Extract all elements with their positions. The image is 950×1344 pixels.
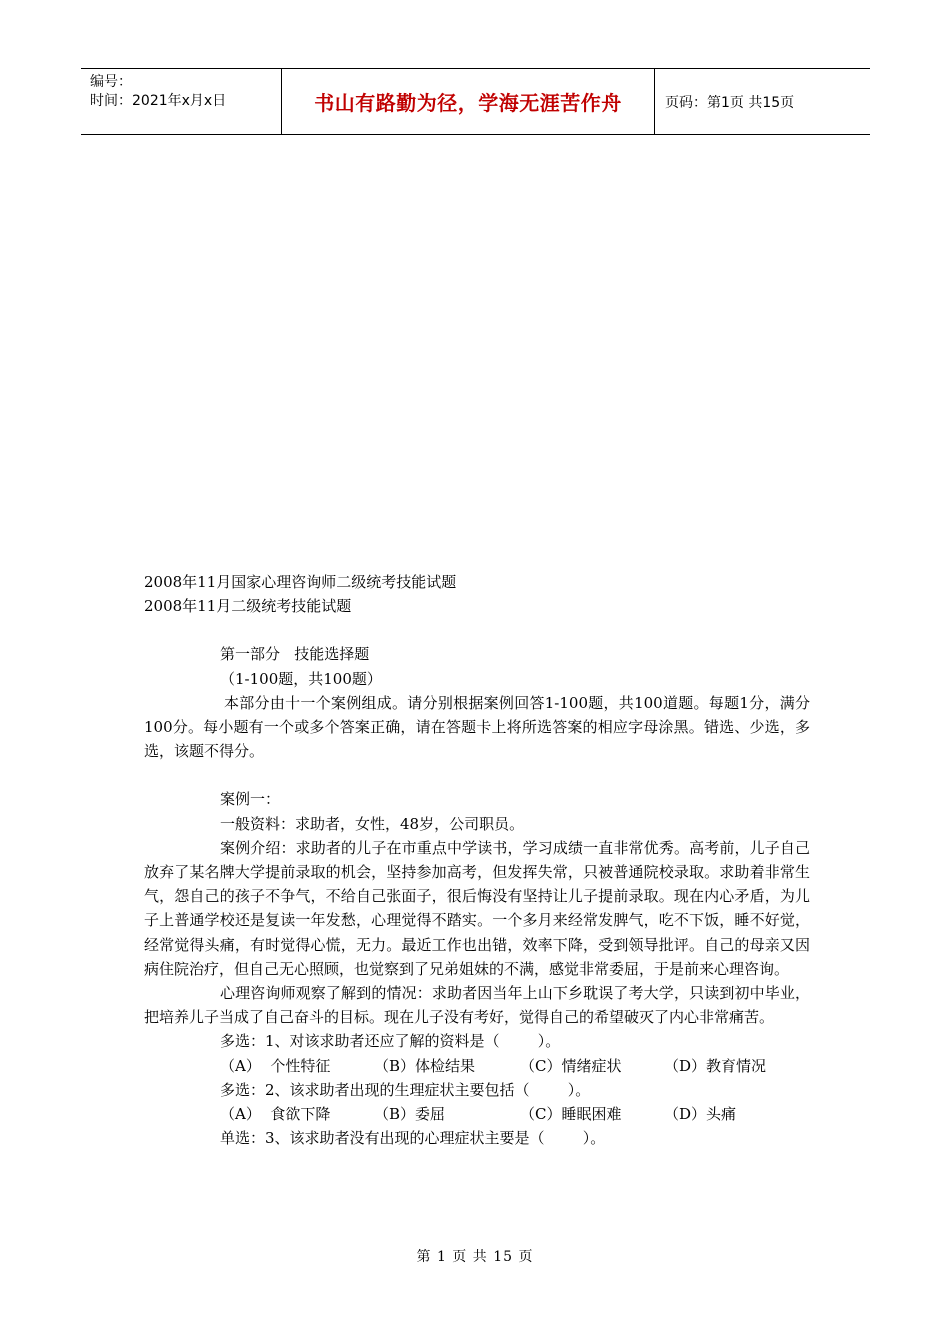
page-code: 页码：第1页 共15页 (665, 94, 795, 111)
document-body (144, 570, 810, 1150)
option-a: （A） 食欲下降 (220, 1105, 331, 1124)
document-header (81, 68, 870, 135)
case-observation: 心理咨询师观察了解到的情况：求助者因当年上山下乡耽误了考大学，只读到初中毕业，把培养儿子当成了自己奋斗的目标。现在儿子没有考好，觉得自己的希望破灭了内心非常痛苦。 (144, 984, 810, 1027)
section-range: （1-100题，共100题） (220, 669, 382, 688)
option-d: （D）教育情况 (664, 1056, 767, 1075)
section-heading: 第一部分 技能选择题 (220, 645, 370, 664)
option-a: （A） 个性特征 (220, 1056, 331, 1075)
case-title: 案例一： (220, 790, 281, 809)
question-options (144, 1054, 810, 1078)
doc-title-1: 2008年11月国家心理咨询师二级统考技能试题 (144, 573, 457, 591)
motto-text: 书山有路勤为径，学海无涯苦作舟 (314, 91, 622, 115)
header-meta-cell (81, 69, 282, 134)
case-introduction: 案例介绍：求助者的儿子在市重点中学读书，学习成绩一直非常优秀。高考前，儿子自己放弃了某名牌大学提前录取的机会，坚持参加高考，但发挥失常，只被普通院校录取。求助着非常生气，怨自己的孩子不争气，不给自己张面子，很后悔没有坚持让儿子提前录取。现在内心矛盾，为儿子上普通学校还是复读一年发愁，心理觉得不踏实。一个多月来经常发脾气，吃不下饭，睡不好觉，经常觉得头痛，有时觉得心慌，无力。最近工作也出错，效率下降，受到领导批评。自己的母亲又因病住院治疗，但自己无心照顾，也觉察到了兄弟姐妹的不满，感觉非常委屈，于是前来心理咨询。 (144, 838, 810, 978)
question-stem: 多选：2、该求助者出现的生理症状主要包括（ ）。 (220, 1080, 591, 1099)
number-label: 编号： (90, 74, 132, 90)
option-c: （C）睡眠困难 (520, 1105, 622, 1124)
question-stem: 单选：3、该求助者没有出现的心理症状主要是（ ）。 (220, 1129, 606, 1148)
time-label: 时间：2021年x月x日 (90, 93, 227, 109)
question-stem: 多选：1、对该求助者还应了解的资料是（ ）。 (220, 1032, 561, 1051)
option-b: （B）体检结果 (374, 1056, 476, 1075)
question-options (144, 1102, 810, 1126)
case-general-info: 一般资料：求助者，女性，48岁，公司职员。 (220, 814, 525, 833)
section-intro: 本部分由十一个案例组成。请分别根据案例回答1-100题，共100道题。每题1分，满分100分。每小题有一个或多个答案正确，请在答题卡上将所选答案的相应字母涂黑。错选、少选，多选，该题不得分。 (144, 693, 810, 761)
header-motto-cell (282, 69, 655, 134)
page-footer: 第 1 页 共 15 页 (416, 1249, 534, 1265)
option-b: （B）委屈 (374, 1105, 446, 1124)
doc-title-2: 2008年11月二级统考技能试题 (144, 597, 352, 616)
option-c: （C）情绪症状 (520, 1056, 622, 1075)
option-d: （D）头痛 (664, 1105, 737, 1124)
header-page-cell (655, 69, 870, 134)
